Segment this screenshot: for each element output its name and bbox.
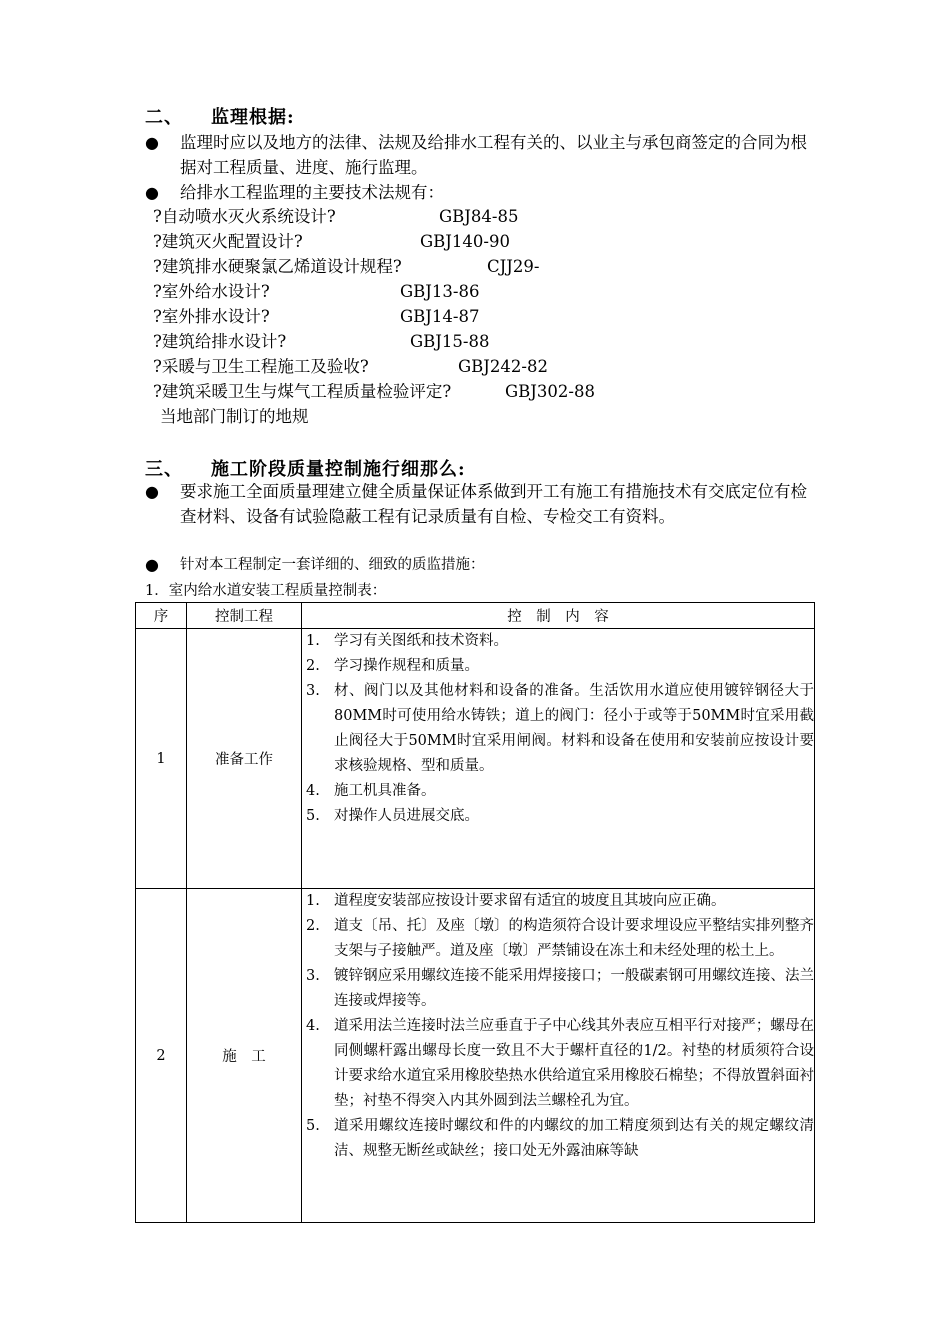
standard-code: GBJ242-82 xyxy=(458,357,548,376)
standard-code: GBJ84-85 xyxy=(439,207,519,226)
content-item: 4. 施工机具准备。 xyxy=(306,783,436,799)
bullet-text: 针对本工程制定一套详细的、细致的质监措施： xyxy=(180,557,485,573)
bullet-icon: ● xyxy=(145,482,159,501)
standard-name: ?建筑灭火配置设计? xyxy=(153,232,303,251)
content-item: 3. 材、阀门以及其他材料和设备的准备。生活饮用水道应使用镀锌钢径大于80MM时可使用给水铸铁；道上的阀门：径小于或等于50MM时宜采用截止阀径大于50MM时宜采用闸阀。材料和设备在使用和安装前应按设计要求核验规格、型和质量。 xyxy=(306,683,814,774)
standard-code: GBJ13-86 xyxy=(400,282,480,301)
bullet-text: 要求施工全面质量理建立健全质量保证体系做到开工有施工有措施技术有交底定位有检查材料、设备有试验隐蔽工程有记录质量有自检、专检交工有资料。 xyxy=(180,482,807,526)
row-number: 2 xyxy=(136,889,187,1223)
content-item: 2. 学习操作规程和质量。 xyxy=(306,658,479,674)
content-item: 3. 镀锌钢应采用螺纹连接不能采用焊接接口；一般碳素钢可用螺纹连接、法兰连接或焊接等。 xyxy=(306,968,814,1009)
bullet-icon: ● xyxy=(145,183,159,202)
bullet-text: 给排水工程监理的主要技术法规有： xyxy=(180,183,444,202)
standard-row xyxy=(153,229,510,254)
standard-name: ?建筑采暖卫生与煤气工程质量检验评定? xyxy=(153,382,452,401)
bullet-icon: ● xyxy=(145,133,159,152)
header-content: 控 制 内 容 xyxy=(302,603,815,629)
standard-code: GBJ15-88 xyxy=(410,332,490,351)
section-3-heading xyxy=(145,455,466,481)
standard-name: ?建筑排水硬聚氯乙烯道设计规程? xyxy=(153,257,402,276)
standard-name: ?建筑给排水设计? xyxy=(153,332,287,351)
section-2-bullet-2 xyxy=(145,180,810,205)
content-item: 2. 道支〔吊、托〕及座〔墩〕的构造须符合设计要求埋设应平整结实排列整齐支架与子接触严。道及座〔墩〕严禁铺设在冻土和未经处理的松土上。 xyxy=(306,918,814,959)
content-item: 1. 学习有关图纸和技术资料。 xyxy=(306,633,508,649)
standard-row xyxy=(153,279,480,304)
table-header-row xyxy=(136,603,815,629)
content-item: 5. 对操作人员进展交底。 xyxy=(306,808,479,824)
row-content xyxy=(302,889,815,1223)
section-3-number: 三、 xyxy=(145,459,183,480)
section-2-bullet-1 xyxy=(145,130,810,180)
quality-control-table xyxy=(135,602,815,1223)
header-no: 序 xyxy=(136,603,187,629)
section-3-bullet-2 xyxy=(145,554,810,576)
standard-row xyxy=(153,329,490,354)
standard-row xyxy=(153,254,540,279)
content-item: 5. 道采用螺纹连接时螺纹和件的内螺纹的加工精度须到达有关的规定螺纹清洁、规整无断丝或缺丝；接口处无外露油麻等缺 xyxy=(306,1118,814,1159)
row-number: 1 xyxy=(136,629,187,889)
standard-code: CJJ29- xyxy=(487,257,540,276)
section-3-title: 施工阶段质量控制施行细那么: xyxy=(211,459,466,480)
standard-name: ?采暖与卫生工程施工及验收? xyxy=(153,357,369,376)
row-item: 准备工作 xyxy=(187,629,302,889)
local-rules: 当地部门制订的地规 xyxy=(160,407,309,426)
standard-name: ?室外给水设计? xyxy=(153,282,270,301)
standard-code: GBJ302-88 xyxy=(505,382,595,401)
standard-row xyxy=(153,354,548,379)
standard-name: ?室外排水设计? xyxy=(153,307,270,326)
table-caption: 1．室内给水道安装工程质量控制表： xyxy=(145,583,387,599)
content-item: 4. 道采用法兰连接时法兰应垂直于子中心线其外表应互相平行对接严；螺母在同侧螺杆露出螺母长度一致且不大于螺杆直径的1/2。衬垫的材质须符合设计要求给水道宜采用橡胶垫热水供给道宜采用橡胶石棉垫；不得放置斜面衬垫；衬垫不得突入内其外圆到法兰螺栓孔为宜。 xyxy=(306,1018,814,1109)
section-2-number: 二、 xyxy=(145,107,183,128)
standard-row xyxy=(153,204,519,229)
content-item: 1. 道程度安装部应按设计要求留有适宜的坡度且其坡向应正确。 xyxy=(306,893,726,909)
bullet-icon: ● xyxy=(145,555,159,574)
header-item: 控制工程 xyxy=(187,603,302,629)
section-3-bullet-1 xyxy=(145,479,810,529)
table-row xyxy=(136,629,815,889)
bullet-text: 监理时应以及地方的法律、法规及给排水工程有关的、以业主与承包商签定的合同为根据对工程质量、进度、施行监理。 xyxy=(180,133,807,177)
section-2-heading xyxy=(145,103,295,129)
section-2-title: 监理根据: xyxy=(211,107,295,128)
table-row xyxy=(136,889,815,1223)
standard-row xyxy=(153,304,480,329)
row-content xyxy=(302,629,815,889)
standard-code: GBJ140-90 xyxy=(420,232,510,251)
standard-code: GBJ14-87 xyxy=(400,307,480,326)
row-item: 施 工 xyxy=(187,889,302,1223)
standard-name: ?自动喷水灭火系统设计? xyxy=(153,207,336,226)
standard-row xyxy=(153,379,595,404)
